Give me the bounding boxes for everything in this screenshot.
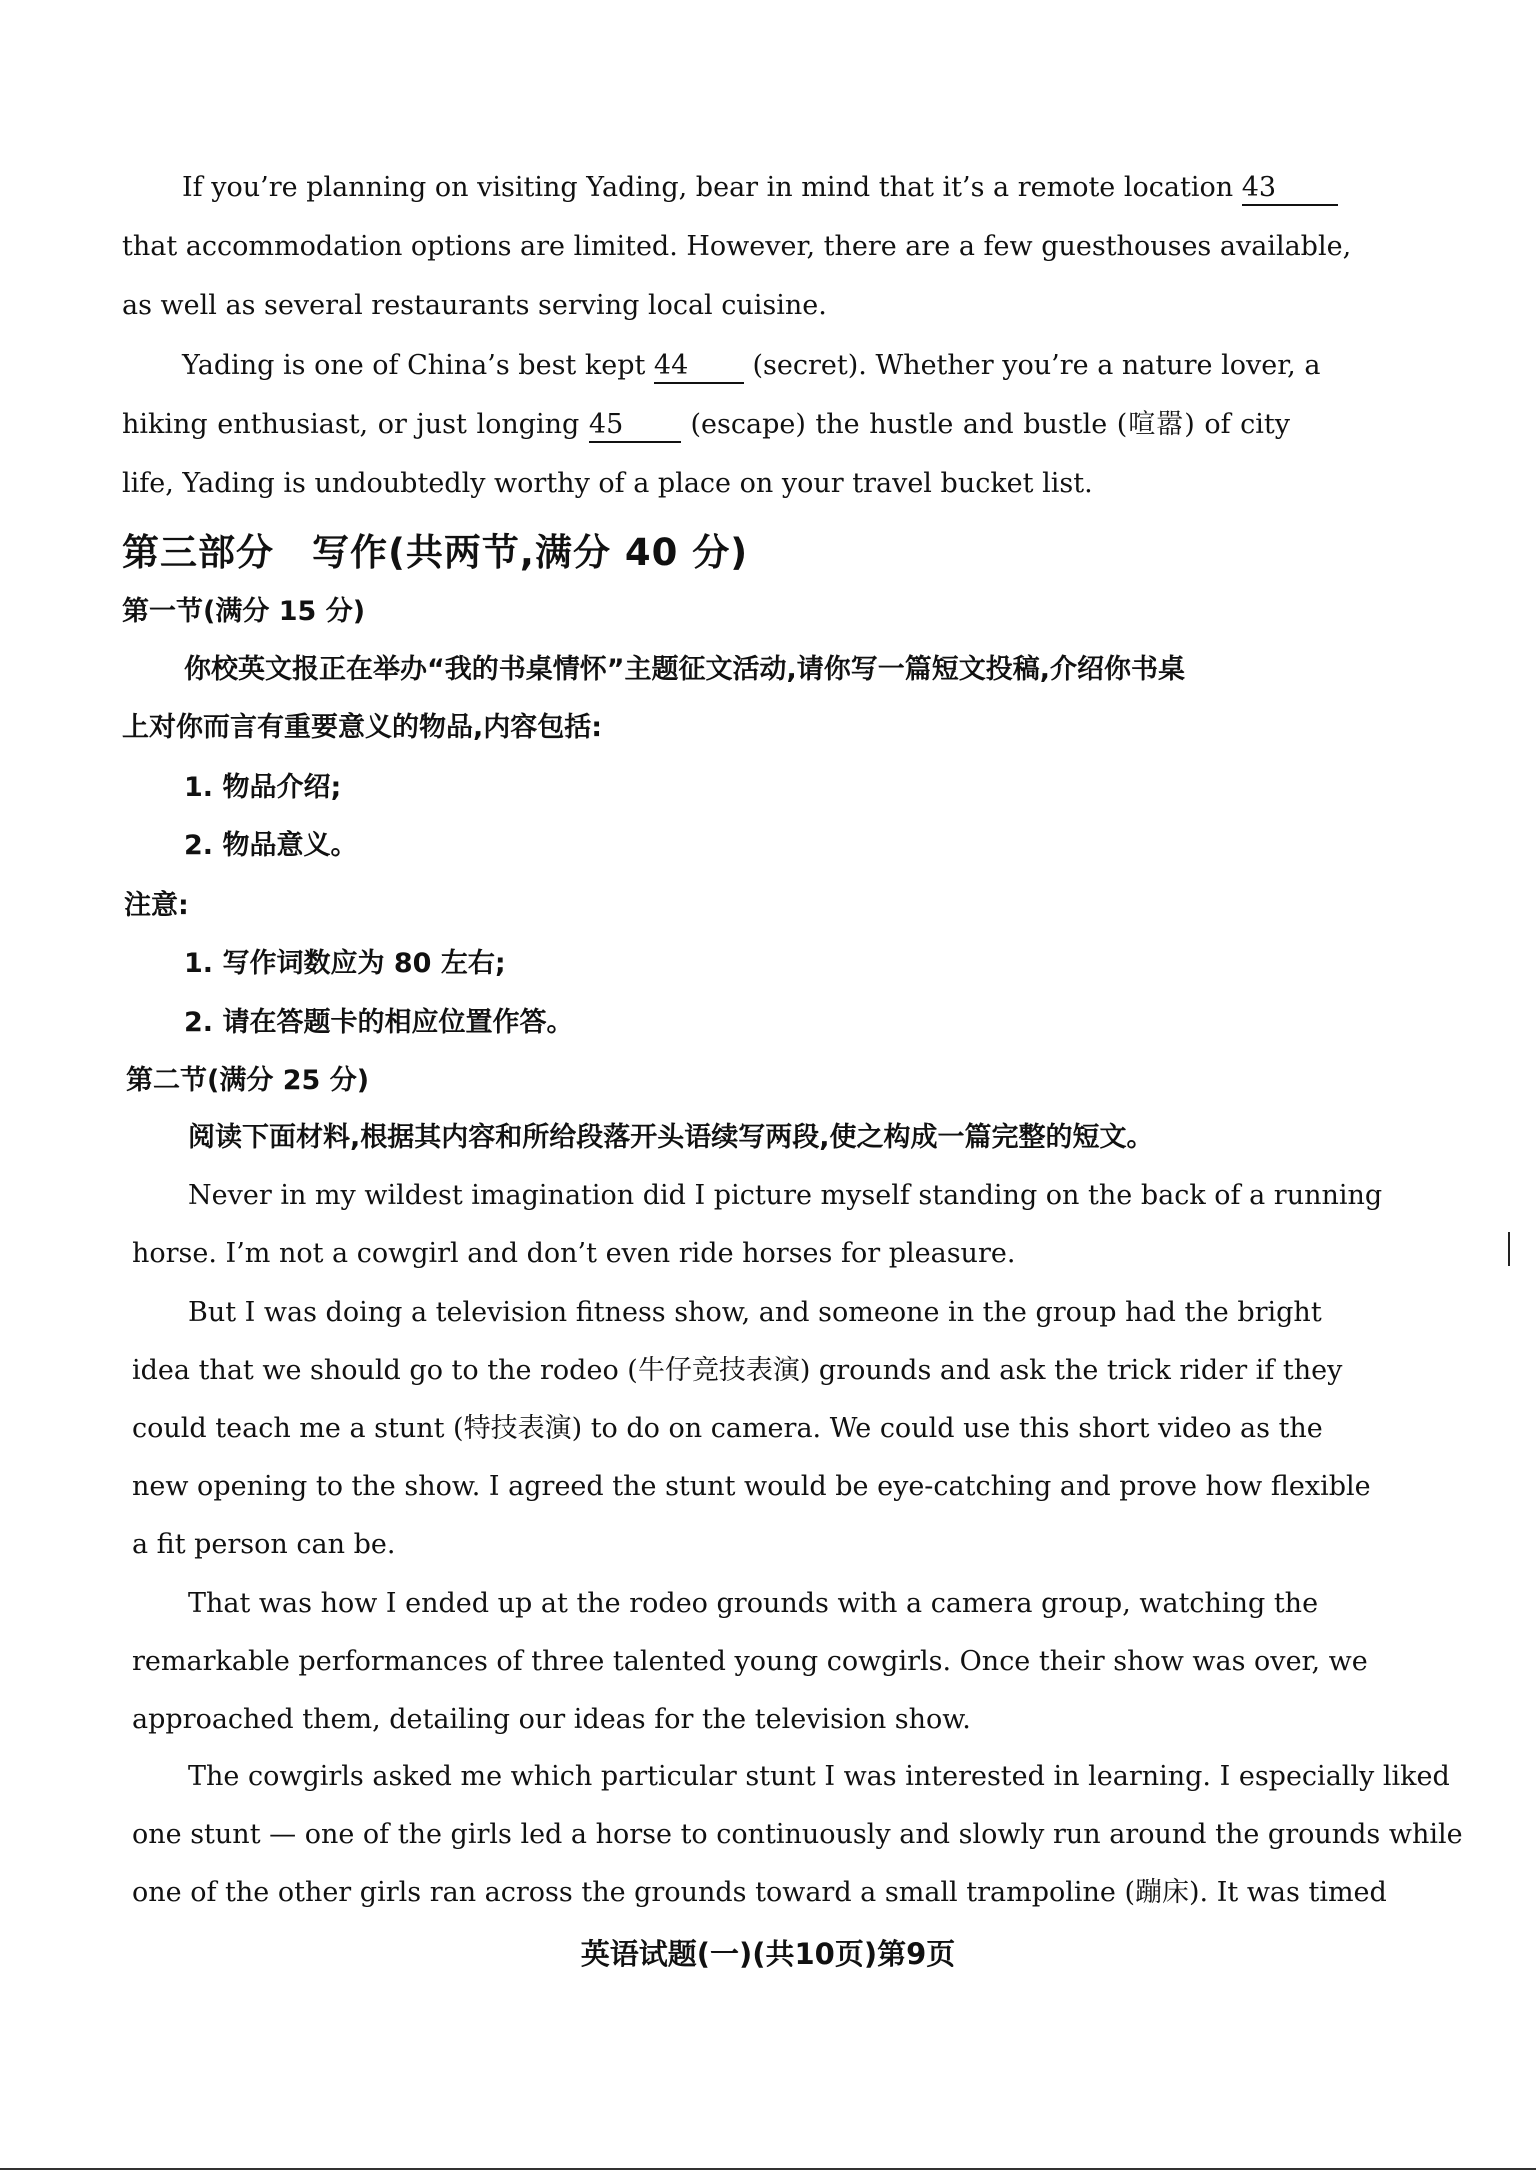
part3-title: 第三部分 写作(共两节,满分 40 分) xyxy=(122,531,749,574)
passage-line xyxy=(182,168,1290,208)
notes-label: 注意: xyxy=(124,890,189,921)
story-line: remarkable performances of three talented young cowgirls. Once their show was over, we xyxy=(132,1646,1368,1677)
scan-edge-divider xyxy=(0,2168,1536,2170)
scan-mark xyxy=(1508,1232,1510,1266)
answer-blank-44[interactable]: 44 xyxy=(654,350,744,384)
passage-text: (secret). Whether you’re a nature lover, a xyxy=(752,350,1321,381)
passage-text: Yading is one of China’s best kept xyxy=(182,350,646,381)
section1-prompt-line: 你校英文报正在举办“我的书桌情怀”主题征文活动,请你写一篇短文投稿,介绍你书桌 xyxy=(184,654,1186,685)
story-line: could teach me a stunt (特技表演) to do on camera. We could use this short video as the xyxy=(132,1413,1323,1444)
passage-line: as well as several restaurants serving local cuisine. xyxy=(122,290,827,321)
passage-line: that accommodation options are limited. However, there are a few guesthouses available, xyxy=(122,231,1352,262)
note-item: 2. 请在答题卡的相应位置作答。 xyxy=(184,1007,574,1038)
story-line: idea that we should go to the rodeo (牛仔竞技表演) grounds and ask the trick rider if they xyxy=(132,1355,1343,1386)
passage-line: life, Yading is undoubtedly worthy of a place on your travel bucket list. xyxy=(122,468,1093,499)
passage-line xyxy=(182,346,1321,386)
story-line: new opening to the show. I agreed the stunt would be eye-catching and prove how flexible xyxy=(132,1471,1371,1502)
story-line: The cowgirls asked me which particular stunt I was interested in learning. I especially liked xyxy=(188,1761,1450,1792)
page-footer: 英语试题(一)(共10页)第9页 xyxy=(580,1937,956,1971)
passage-text: If you’re planning on visiting Yading, bear in mind that it’s a remote location xyxy=(182,172,1234,203)
passage-text: hiking enthusiast, or just longing xyxy=(122,409,580,440)
note-item: 1. 写作词数应为 80 左右; xyxy=(184,948,506,979)
passage-line xyxy=(122,405,1290,445)
story-line: approached them, detailing our ideas for the television show. xyxy=(132,1704,971,1735)
story-line: Never in my wildest imagination did I picture myself standing on the back of a running xyxy=(188,1180,1383,1211)
passage-text: (escape) the hustle and bustle (喧嚣) of city xyxy=(690,409,1291,440)
section2-instruction: 阅读下面材料,根据其内容和所给段落开头语续写两段,使之构成一篇完整的短文。 xyxy=(188,1122,1154,1153)
story-line: one stunt — one of the girls led a horse to continuously and slowly run around the grounds while xyxy=(132,1819,1463,1850)
story-line: But I was doing a television fitness show, and someone in the group had the bright xyxy=(188,1297,1322,1328)
section2-heading: 第二节(满分 25 分) xyxy=(126,1065,370,1096)
answer-blank-43[interactable]: 43 xyxy=(1242,172,1338,206)
section1-item: 2. 物品意义。 xyxy=(184,830,358,861)
section1-item: 1. 物品介绍; xyxy=(184,772,342,803)
story-line: one of the other girls ran across the grounds toward a small trampoline (蹦床). It was timed xyxy=(132,1877,1387,1908)
section1-heading: 第一节(满分 15 分) xyxy=(122,596,366,627)
section1-prompt-line: 上对你而言有重要意义的物品,内容包括: xyxy=(122,712,603,743)
answer-blank-45[interactable]: 45 xyxy=(589,409,681,443)
story-line: horse. I’m not a cowgirl and don’t even ride horses for pleasure. xyxy=(132,1238,1016,1269)
story-line: That was how I ended up at the rodeo grounds with a camera group, watching the xyxy=(188,1588,1319,1619)
story-line: a fit person can be. xyxy=(132,1529,396,1560)
